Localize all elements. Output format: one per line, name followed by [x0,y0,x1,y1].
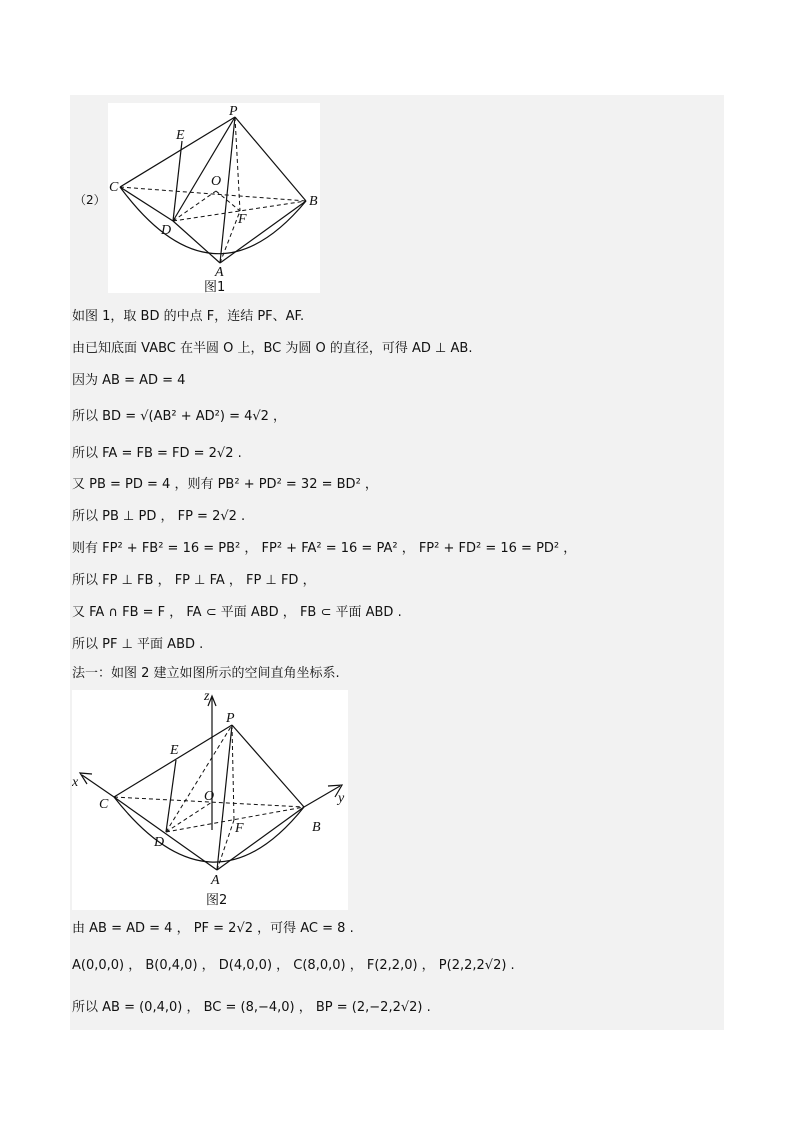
solution-line: 由已知底面 VABC 在半圆 O 上，BC 为圆 O 的直径，可得 AD ⊥ AB. [72,341,473,356]
text-row [70,501,724,534]
fig1-label-o: O [211,174,222,189]
fig2-label-z: z [204,690,210,704]
fig1-label-c: C [109,180,119,195]
text-row [70,301,724,334]
figure2-row [70,687,724,914]
fig2-label-a: A [211,873,220,888]
solution-line: 所以 FP ⊥ FB ， FP ⊥ FA ， FP ⊥ FD ， [72,573,316,588]
solution-line: A(0,0,0) ， B(0,4,0) ， D(4,0,0) ， C(8,0,0) ， F(2,2,0) ， P(2,2,2√2) . [72,958,515,973]
fig2-axis-x-arrow [80,773,92,784]
solution-line: 所以 BD = √(AB² + AD²) = 4√2 ， [72,409,287,424]
fig1-semicircle [120,187,306,254]
fig2-edge-pb [232,725,304,807]
fig1-edge-ab [220,201,306,263]
fig2-label-d: D [154,835,165,850]
solution-line: 所以 PB ⊥ PD ， FP = 2√2 . [72,509,246,524]
text-row [70,469,724,502]
solution-line: 所以 PF ⊥ 平面 ABD . [72,637,204,652]
fig2-label-e: E [170,743,179,758]
fig2-dash-pf [232,725,234,820]
figure1 [108,103,320,293]
text-row [70,565,724,598]
text-row [70,913,724,946]
text-row [70,397,724,438]
fig1-dash-cb [120,187,306,201]
part-label: （2） [74,193,106,207]
fig2-label-o: O [204,789,215,804]
solution-line: 所以 FA = FB = FD = 2√2 . [72,446,242,461]
solution-line: 因为 AB = AD = 4 [72,373,186,388]
fig2-edge-ab [217,807,304,870]
fig2-label-b: B [312,820,321,835]
fig1-edge-da [173,221,220,263]
fig1-edge-cd [120,187,173,221]
fig1-dash-pf [235,117,240,211]
fig2-caption: 图2 [206,893,228,908]
solution-line: 又 FA ∩ FB = F ， FA ⊂ 平面 ABD ， FB ⊂ 平面 ABD . [72,605,402,620]
figure1-row [70,95,724,302]
fig2-axis-x [82,775,114,797]
solution-line: 又 PB = PD = 4 ，则有 PB² + PD² = 32 = BD² ， [72,477,378,492]
text-row [70,333,724,366]
fig1-label-p: P [229,104,238,119]
figure2 [72,690,348,910]
fig2-edge-cp [114,725,232,797]
fig1-label-d: D [161,223,172,238]
fig1-label-a: A [215,265,224,280]
fig1-label-b: B [309,194,318,209]
fig1-label-e: E [176,128,185,143]
fig1-label-f: F [238,212,247,227]
text-row [70,533,724,566]
figure1-diagram [108,103,320,293]
text-row [70,437,724,470]
text-row [70,945,724,986]
fig2-semicircle [114,797,304,862]
solution-line: 由 AB = AD = 4 ， PF = 2√2 ，可得 AC = 8 . [72,921,354,936]
text-row [70,661,724,688]
solution-panel [70,95,724,1030]
fig1-dash-do [173,191,216,221]
text-row [70,365,724,398]
fig1-caption: 图1 [204,280,226,293]
text-row [70,985,724,1030]
text-row [70,597,724,630]
fig2-edge-ca [114,797,217,870]
text-row [70,629,724,662]
fig2-label-x: x [72,775,79,790]
solution-line: 则有 FP² + FB² = 16 = PB² ， FP² + FA² = 16 = PA² ， FP² + FD² = 16 = PD² ， [72,541,577,556]
fig1-edge-pb [235,117,306,201]
solution-line: 所以 AB = (0,4,0) ， BC = (8,−4,0) ， BP = (2,−2,2√2) . [72,1000,431,1015]
solution-line: 法一：如图 2 建立如图所示的空间直角坐标系. [72,666,340,681]
figure2-diagram [72,690,348,910]
solution-line: 如图 1，取 BD 的中点 F，连结 PF、AF. [72,309,305,324]
fig2-label-y: y [338,791,345,806]
fig2-label-f: F [235,821,244,836]
fig2-label-c: C [99,797,109,812]
fig2-label-p: P [226,711,235,726]
fig2-edge-ed [166,760,176,832]
